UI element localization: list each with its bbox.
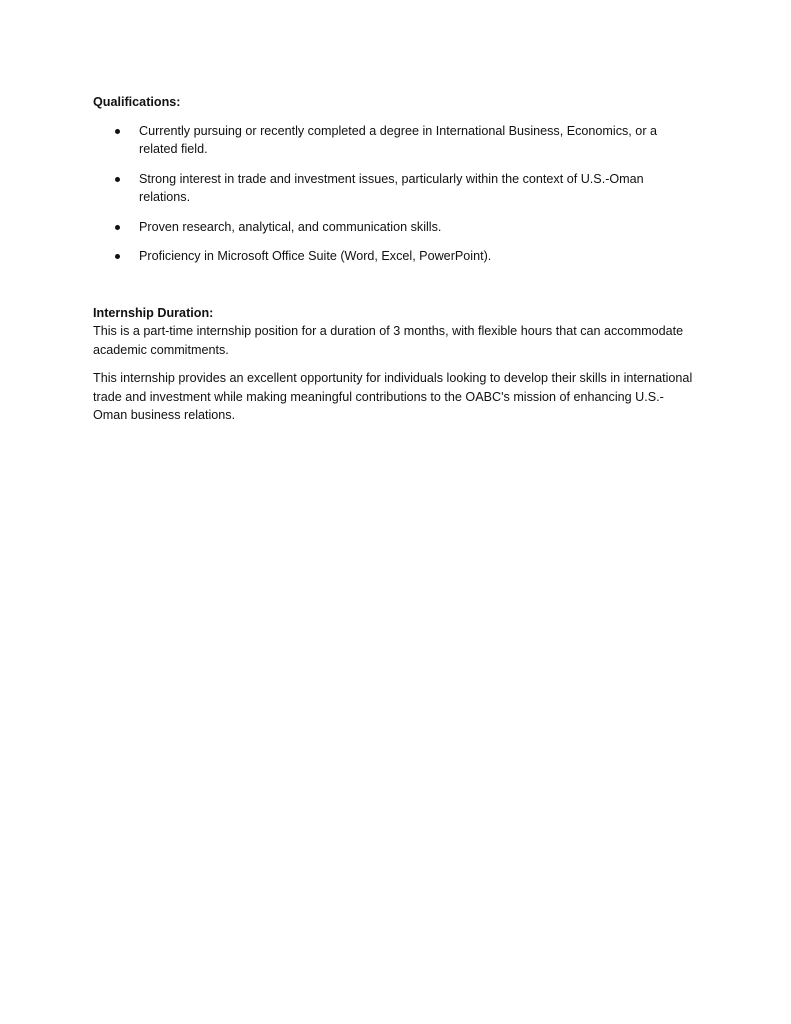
bullet-icon: [115, 177, 120, 182]
qualifications-heading: Qualifications:: [93, 95, 181, 109]
list-item-text: Currently pursuing or recently completed a degree in International Business, Economics, or a related field.: [139, 123, 658, 156]
list-item: [93, 247, 693, 266]
duration-heading: Internship Duration:: [93, 305, 214, 320]
list-item-text: Strong interest in trade and investment issues, particularly within the context of U.S.-Oman relations.: [139, 171, 644, 204]
list-item: [93, 218, 693, 237]
closing-paragraph: This internship provides an excellent opportunity for individuals looking to develop their skills in international trade and investment while making meaningful contributions to the OABC's mission of enhancing U.S.-Oman business relations.: [93, 371, 693, 422]
document-body: [93, 93, 693, 425]
list-item-text: Proven research, analytical, and communication skills.: [139, 219, 442, 234]
duration-paragraph: This is a part-time internship position for a duration of 3 months, with flexible hours that can accommodate academic commitments.: [93, 324, 684, 357]
bullet-icon: [115, 129, 120, 134]
bullet-icon: [115, 254, 120, 259]
bullet-icon: [115, 225, 120, 230]
list-item: [93, 122, 693, 159]
list-item: [93, 170, 693, 207]
paragraph-spacer: [93, 359, 693, 369]
section-spacer: [93, 277, 693, 304]
list-item-text: Proficiency in Microsoft Office Suite (Word, Excel, PowerPoint).: [139, 249, 492, 263]
qualifications-list: [93, 122, 693, 266]
